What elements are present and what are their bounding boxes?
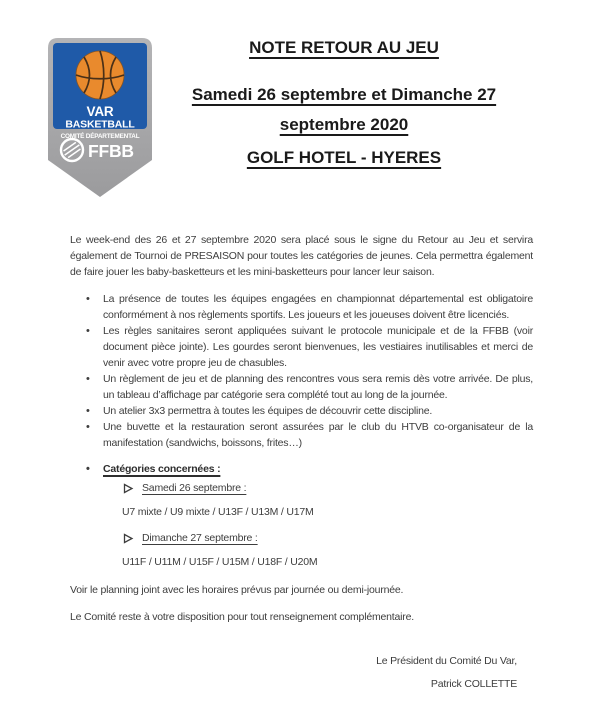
document-body — [70, 232, 533, 625]
event-venue: GOLF HOTEL - HYERES — [246, 148, 442, 167]
day-label: Samedi 26 septembre : — [142, 482, 247, 494]
document-header — [0, 0, 600, 206]
list-item — [70, 403, 533, 419]
page-title: NOTE RETOUR AU JEU — [249, 38, 439, 57]
bullet-icon: • — [86, 325, 90, 337]
closing-planning-note: Voir le planning joint avec les horaires prévus par journée ou demi-journée. — [70, 584, 404, 596]
signature-name: Patrick COLLETTE — [430, 678, 517, 690]
signature-block — [70, 655, 533, 690]
bullet-icon: • — [86, 373, 90, 385]
arrow-bullet-icon — [123, 533, 134, 544]
event-date-line2: septembre 2020 — [279, 115, 409, 134]
list-item — [70, 371, 533, 403]
list-item — [70, 291, 533, 323]
basketball-icon — [76, 51, 124, 99]
bullet-text: Un atelier 3x3 permettra à toutes les équipes de découvrir cette discipline. — [103, 405, 433, 417]
bullet-text: Une buvette et la restauration seront assurées par le club du HTVB co-organisateur de la manifestation (sandwichs, boissons, frites…) — [103, 421, 533, 449]
signature-role: Le Président du Comité Du Var, — [376, 655, 517, 667]
category-day-saturday — [123, 480, 533, 496]
bullet-text: La présence de toutes les équipes engagées en championnat départemental est obligatoire conformément à nos règlements sportifs. Les joueurs et les joueuses doivent être licenciés. — [103, 293, 533, 321]
logo-committee-label: COMITÉ DÉPARTEMENTAL — [60, 133, 140, 140]
list-item — [70, 419, 533, 451]
bullet-icon: • — [86, 405, 90, 417]
logo-org-name: VAR — [86, 104, 114, 119]
arrow-bullet-icon — [123, 483, 134, 494]
bullet-text: Un règlement de jeu et de planning des rencontres vous sera remis dès votre arrivée. De plus, un tableau d’affichage par catégorie sera complété tout au long de la journée. — [103, 373, 533, 401]
event-dates — [155, 80, 533, 140]
category-day-sunday — [123, 530, 533, 546]
bullet-text: Les règles sanitaires seront appliquées suivant le protocole municipale et de la FFBB (voir document pièce jointe). Les gourdes seront bienvenues, les vestiaires inutilisables et merci de venir avec votre propre jeu de chasubles. — [103, 325, 533, 369]
event-date-line1: Samedi 26 septembre et Dimanche 27 — [191, 85, 497, 104]
bullet-icon: • — [86, 463, 90, 475]
closing-contact-note: Le Comité reste à votre disposition pour tout renseignement complémentaire. — [70, 611, 414, 623]
bullet-icon: • — [86, 421, 90, 433]
bullet-list — [70, 291, 533, 477]
ffbb-wordmark: FFBB — [88, 141, 134, 161]
day-label: Dimanche 27 septembre : — [142, 532, 258, 544]
heading-block — [155, 0, 533, 168]
intro-paragraph: Le week-end des 26 et 27 septembre 2020 sera placé sous le signe du Retour au Jeu et servira également de Tournoi de PRESAISON pour toutes les catégories de jeunes. Cela permettra également de faire jouer les baby-basketteurs et les mini-basketteurs pour lancer leur saison. — [70, 234, 533, 278]
list-item — [70, 323, 533, 371]
teams-sunday: U11F / U11M / U15F / U15M / U18F / U20M — [122, 556, 318, 568]
var-basketball-logo — [48, 38, 152, 198]
teams-saturday: U7 mixte / U9 mixte / U13F / U13M / U17M — [122, 506, 314, 518]
bullet-icon: • — [86, 293, 90, 305]
logo-org-sport: BASKETBALL — [65, 118, 135, 131]
categories-heading: • Catégories concernées : — [70, 461, 533, 477]
